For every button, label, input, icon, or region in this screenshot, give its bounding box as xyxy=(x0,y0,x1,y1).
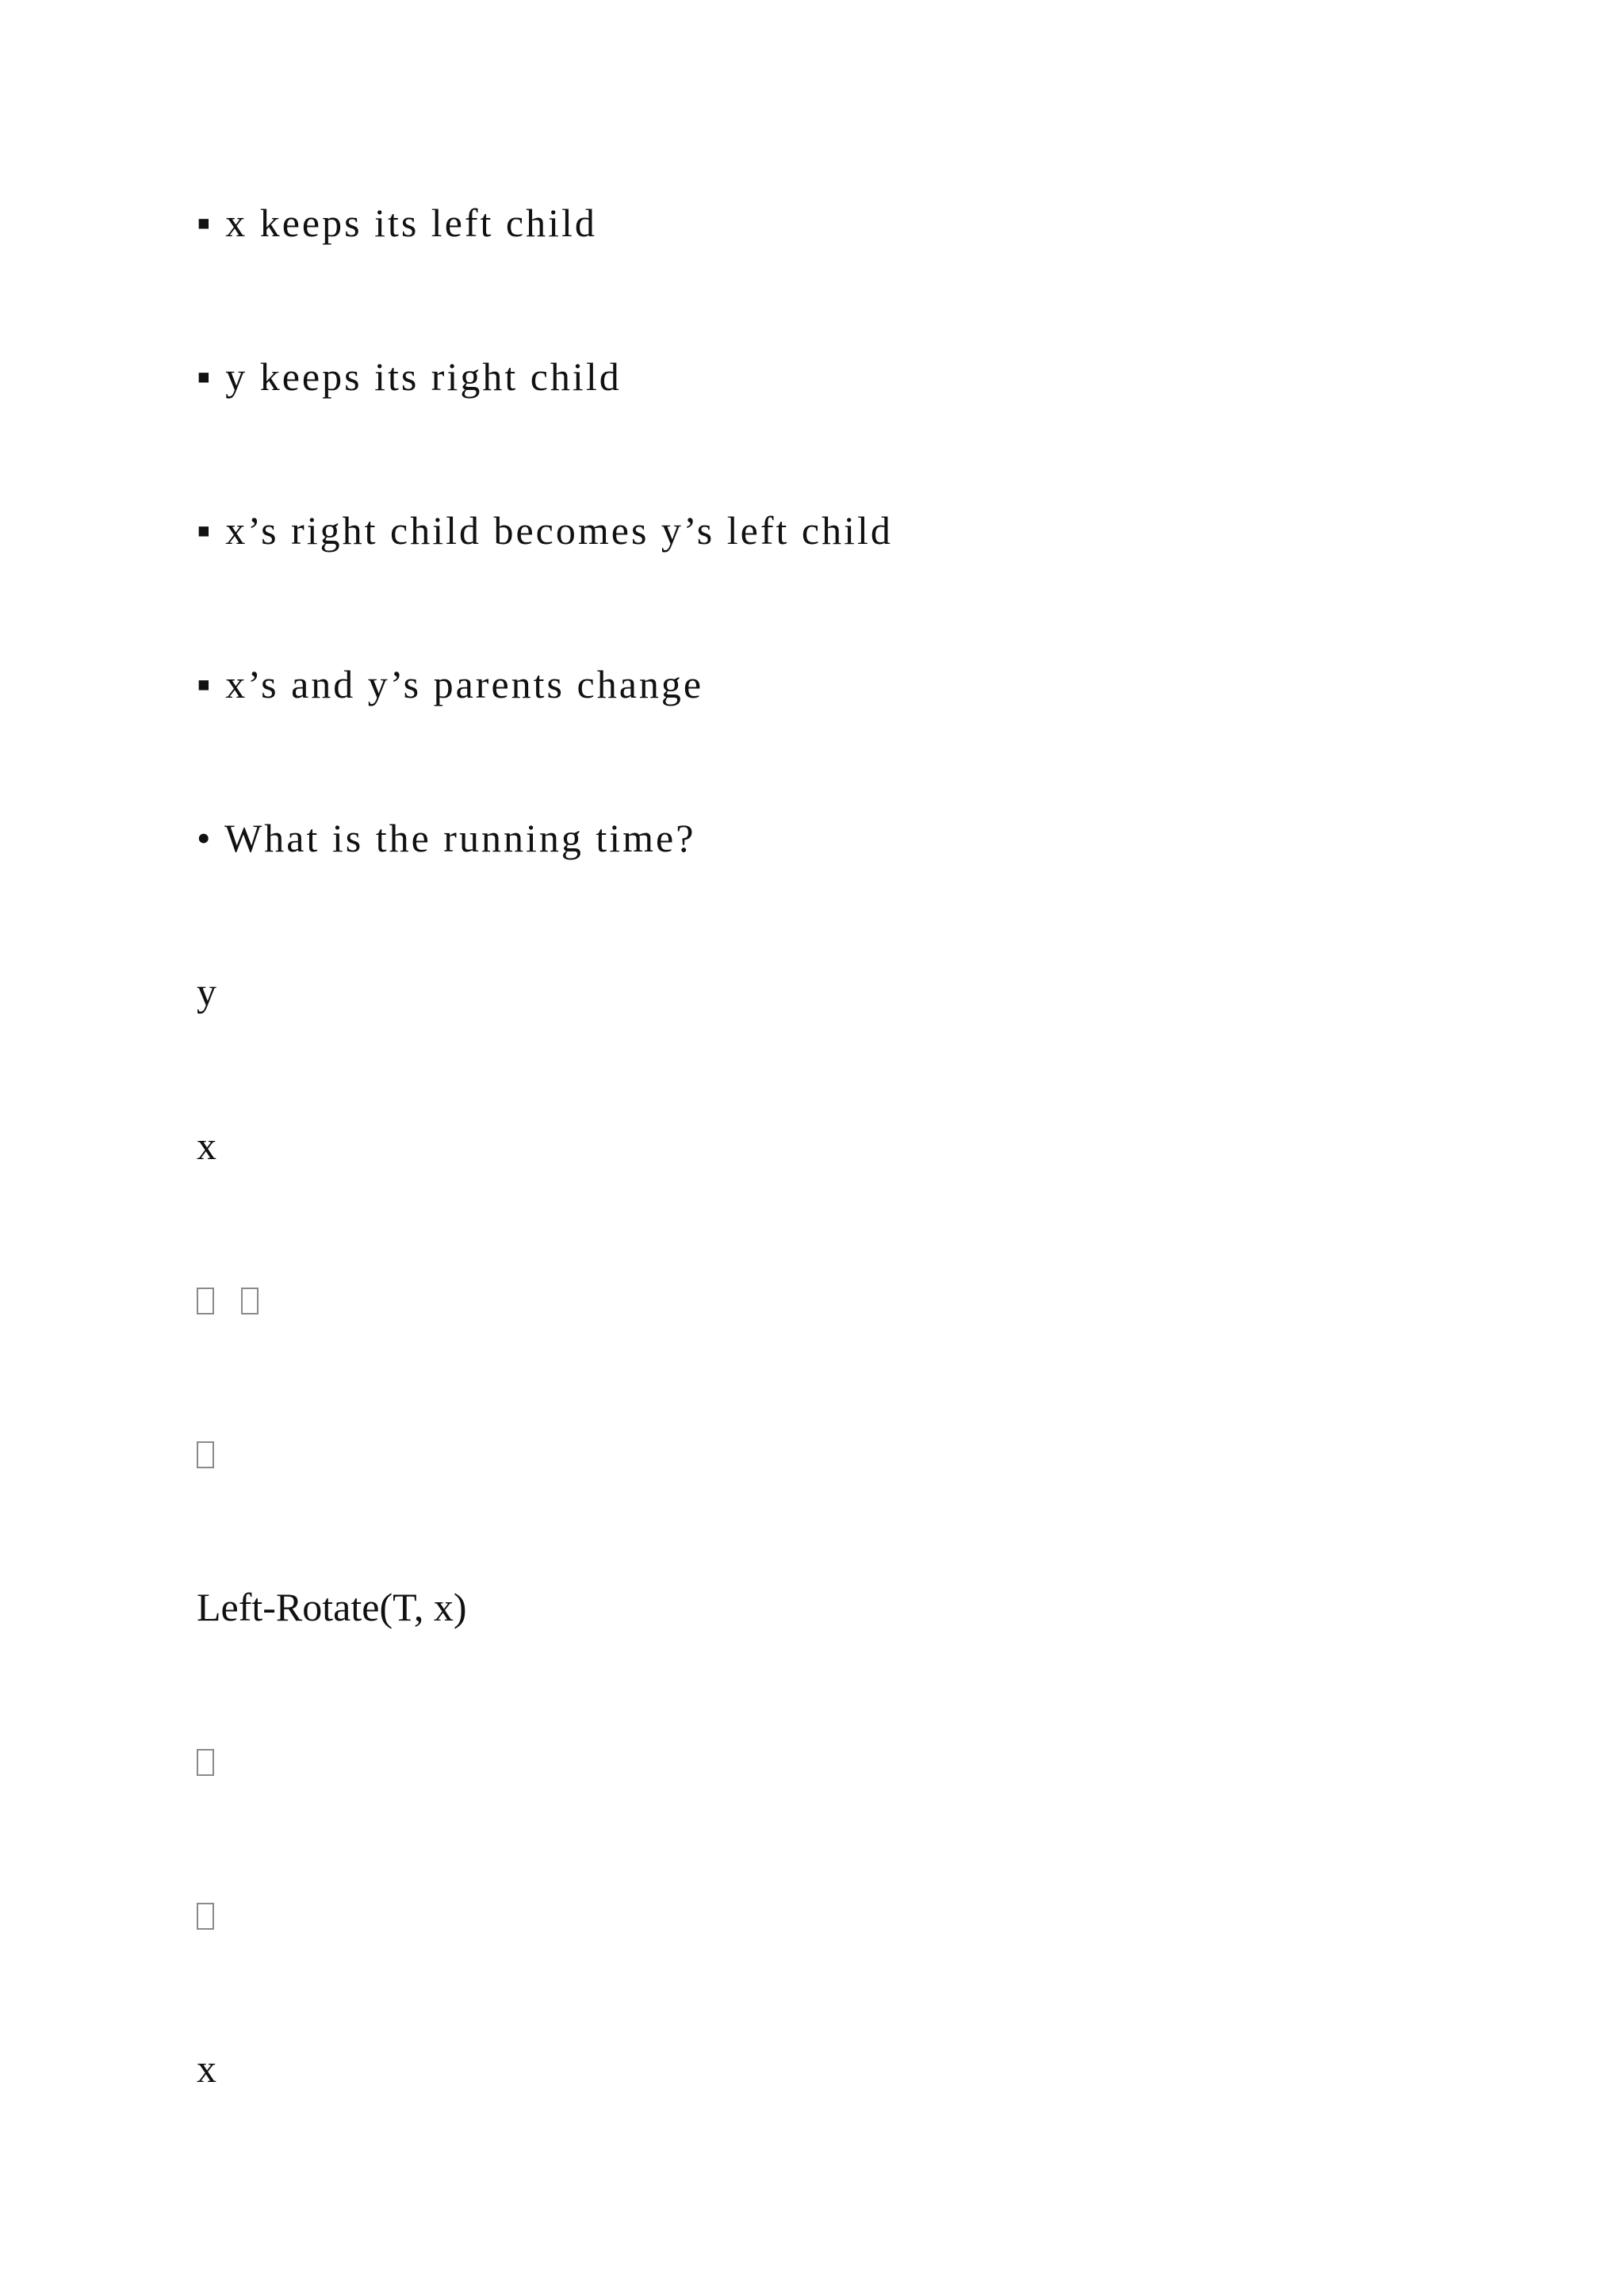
missing-glyph-row xyxy=(197,1429,214,1477)
label-y: y xyxy=(197,970,216,1014)
missing-glyph-row xyxy=(197,1737,214,1785)
bullet-x-keeps-left-child: ▪ x keeps its left child xyxy=(197,201,597,245)
missing-glyph-row xyxy=(197,1891,214,1938)
bullet-y-keeps-right-child: ▪ y keeps its right child xyxy=(197,354,622,399)
bullet-right-child-becomes-left-child: ▪ x’s right child becomes y’s left child xyxy=(197,508,893,553)
missing-glyph-icon xyxy=(197,1903,214,1930)
label-x-bottom: x xyxy=(197,2046,216,2091)
left-rotate-label: Left-Rotate(T, x) xyxy=(197,1585,467,1629)
label-x: x xyxy=(197,1123,216,1168)
missing-glyph-icon xyxy=(197,1441,214,1468)
missing-glyph-icon xyxy=(241,1288,259,1314)
missing-glyph-icon xyxy=(197,1749,214,1776)
missing-glyph-icon xyxy=(197,1288,214,1314)
running-time-question: • What is the running time? xyxy=(197,816,696,860)
missing-glyph-row xyxy=(197,1276,259,1323)
bullet-parents-change: ▪ x’s and y’s parents change xyxy=(197,662,704,706)
